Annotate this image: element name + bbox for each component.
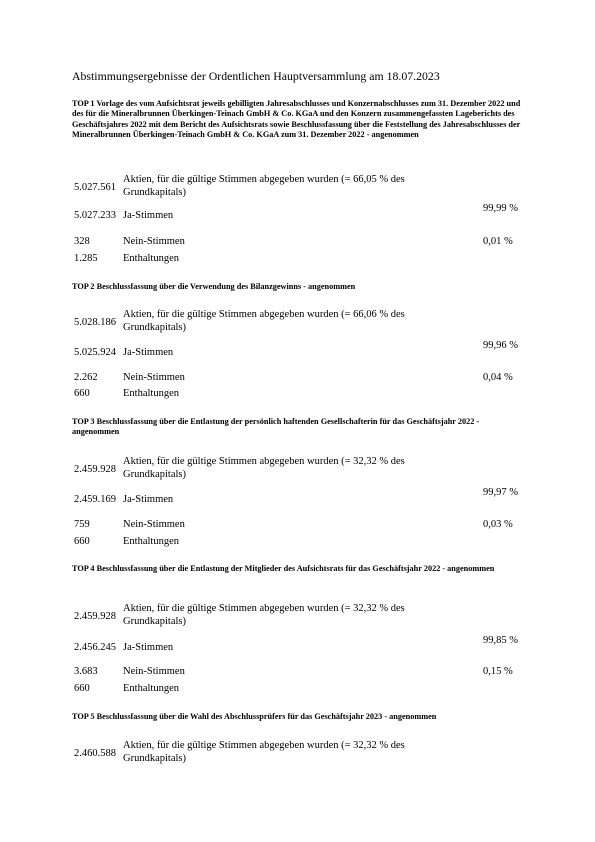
- vote-label: Aktien, für die gültige Stimmen abgegeben wurden (= 66,06 % des Grundkapitals): [123, 309, 405, 333]
- vote-label: Nein-Stimmen: [123, 666, 185, 677]
- vote-count: 759: [74, 519, 90, 530]
- page-title: Abstimmungsergebnisse der Ordentlichen Hauptversammlung am 18.07.2023: [72, 69, 440, 83]
- vote-label: Aktien, für die gültige Stimmen abgegeben wurden (= 66,05 % des Grundkapitals): [123, 174, 405, 198]
- result-row-no: [0, 665, 595, 677]
- result-row-shares: [0, 739, 595, 764]
- section-heading: TOP 5 Beschlussfassung über die Wahl des Abschlussprüfers für das Geschäftsjahr 2023 - angenommen: [72, 712, 437, 721]
- result-row-abstentions: [0, 252, 595, 264]
- vote-count: 2.262: [74, 372, 98, 383]
- vote-percent: 99,97 %: [483, 487, 518, 498]
- result-row-no: [0, 371, 595, 383]
- vote-label: Aktien, für die gültige Stimmen abgegeben wurden (= 32,32 % des Grundkapitals): [123, 740, 405, 764]
- vote-count: 5.027.233: [74, 210, 116, 221]
- result-row-abstentions: [0, 682, 595, 694]
- vote-label: Nein-Stimmen: [123, 372, 185, 383]
- result-row-abstentions: [0, 387, 595, 399]
- result-row-yes: [0, 202, 595, 221]
- section-heading: TOP 4 Beschlussfassung über die Entlastung der Mitglieder des Aufsichtsrats für das Geschäftsjahr 2022 - angenommen: [72, 564, 495, 573]
- vote-percent: 99,99 %: [483, 203, 518, 214]
- vote-label: Ja-Stimmen: [123, 347, 174, 358]
- vote-label: Ja-Stimmen: [123, 210, 174, 221]
- vote-label: Nein-Stimmen: [123, 236, 185, 247]
- vote-label: Aktien, für die gültige Stimmen abgegeben wurden (= 32,32 % des Grundkapitals): [123, 603, 405, 627]
- result-row-shares: [0, 602, 595, 627]
- vote-count: 5.027.561: [74, 182, 116, 193]
- vote-label: Enthaltungen: [123, 388, 179, 399]
- result-row-shares: [0, 173, 595, 198]
- vote-count: 660: [74, 536, 90, 547]
- vote-count: 2.459.169: [74, 494, 116, 505]
- vote-label: Enthaltungen: [123, 536, 179, 547]
- vote-count: 3.683: [74, 666, 98, 677]
- vote-label: Enthaltungen: [123, 683, 179, 694]
- vote-label: Ja-Stimmen: [123, 494, 174, 505]
- section-heading: TOP 1 Vorlage des vom Aufsichtsrat jeweils gebilligten Jahresabschlusses und Konzernabschlusses zum 31. Dezember 2022 und des für die Mineralbrunnen Überkingen-Teinach GmbH & Co. KGaA und den Konzern zusammengefassten Lageberichts des Geschäftsjahres 2022 mit dem Bericht des Aufsichtsrats sowie Beschlussfassung über die Feststellung des Jahresabschlusses der Mineralbrunnen Überkingen-Teinach GmbH & Co. KGaA zum 31. Dezember 2022 - angenommen: [72, 99, 521, 139]
- vote-percent: 0,15 %: [483, 666, 513, 677]
- vote-count: 1.285: [74, 253, 98, 264]
- vote-percent: 99,85 %: [483, 635, 518, 646]
- vote-label: Nein-Stimmen: [123, 519, 185, 530]
- vote-count: 2.459.928: [74, 464, 116, 475]
- result-row-shares: [0, 455, 595, 480]
- vote-count: 5.028.186: [74, 317, 116, 328]
- vote-count: 2.460.588: [74, 748, 116, 759]
- result-row-no: [0, 518, 595, 530]
- vote-label: Aktien, für die gültige Stimmen abgegeben wurden (= 32,32 % des Grundkapitals): [123, 456, 405, 480]
- result-row-yes: [0, 486, 595, 505]
- vote-percent: 0,01 %: [483, 236, 513, 247]
- vote-percent: 99,96 %: [483, 340, 518, 351]
- result-row-yes: [0, 339, 595, 358]
- vote-count: 5.025.924: [74, 347, 116, 358]
- vote-count: 2.459.928: [74, 611, 116, 622]
- vote-count: 328: [74, 236, 90, 247]
- vote-label: Enthaltungen: [123, 253, 179, 264]
- result-row-shares: [0, 308, 595, 333]
- section-heading: TOP 2 Beschlussfassung über die Verwendung des Bilanzgewinns - angenommen: [72, 282, 356, 291]
- vote-percent: 0,04 %: [483, 372, 513, 383]
- vote-count: 660: [74, 683, 90, 694]
- vote-count: 2.456.245: [74, 642, 116, 653]
- vote-percent: 0,03 %: [483, 519, 513, 530]
- result-row-yes: [0, 634, 595, 653]
- section-heading: TOP 3 Beschlussfassung über die Entlastung der persönlich haftenden Gesellschafterin für das Geschäftsjahr 2022 - angenommen: [72, 417, 480, 437]
- result-row-no: [0, 235, 595, 247]
- vote-count: 660: [74, 388, 90, 399]
- result-row-abstentions: [0, 535, 595, 547]
- vote-label: Ja-Stimmen: [123, 642, 174, 653]
